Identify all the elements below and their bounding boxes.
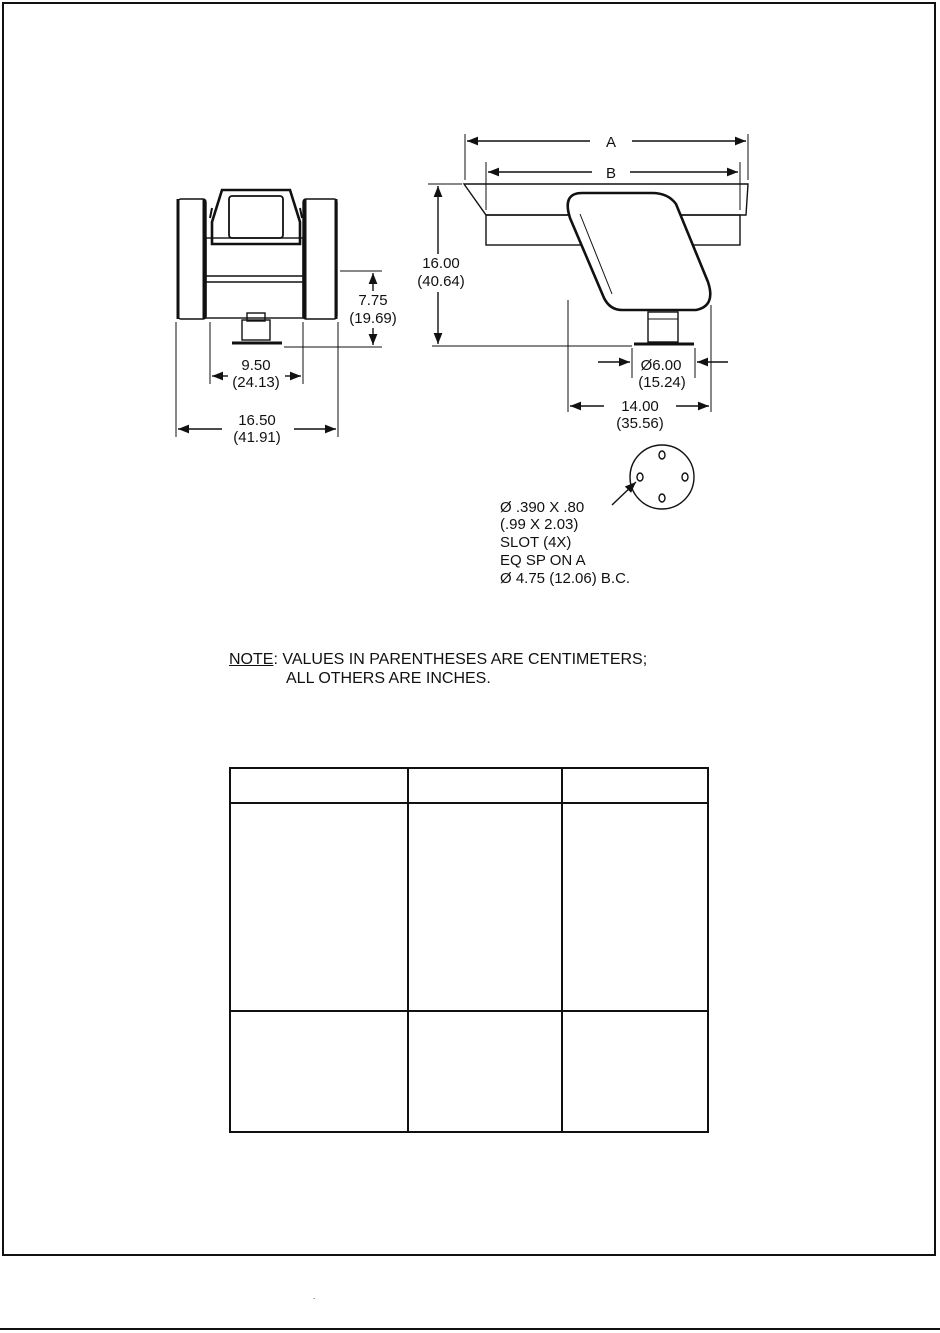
- front-overall-width-value: 16.50: [238, 412, 276, 429]
- base-diameter-metric: (15.24): [638, 374, 686, 391]
- table-header-row: [230, 768, 708, 803]
- table-cell: [562, 1011, 708, 1132]
- side-height-metric: (40.64): [417, 273, 465, 290]
- mount-note-line-5: Ø 4.75 (12.06) B.C.: [500, 570, 631, 587]
- units-note: [229, 650, 647, 688]
- table-header-cell: [562, 768, 708, 803]
- base-to-front-metric: (35.56): [616, 415, 664, 432]
- note-line-1: : VALUES IN PARENTHESES ARE CENTIMETERS;: [273, 651, 648, 668]
- side-view: [428, 134, 748, 412]
- table-cell: [230, 803, 408, 1011]
- front-height-value: 7.75: [358, 292, 388, 309]
- table-cell: [230, 1011, 408, 1132]
- front-width-value: 9.50: [241, 357, 271, 374]
- side-height-value: 16.00: [422, 255, 460, 272]
- mount-slot-right: [682, 473, 688, 481]
- mount-slot-top: [659, 451, 665, 459]
- front-right-wheel: [303, 199, 337, 319]
- mount-note-line-3: SLOT (4X): [500, 534, 572, 551]
- front-height-metric: (19.69): [349, 310, 397, 327]
- spec-table: [229, 767, 709, 1133]
- dim-a-label: A: [605, 134, 617, 151]
- mount-plate-circle: [630, 445, 694, 509]
- base-diameter-value: Ø6.00: [640, 357, 682, 374]
- footer-mark: .: [313, 1292, 316, 1301]
- bottom-rule: [0, 1328, 940, 1330]
- base-to-front-value: 14.00: [621, 398, 659, 415]
- side-arm: [568, 193, 711, 310]
- table-header-cell: [230, 768, 408, 803]
- front-body: [206, 238, 303, 318]
- front-window: [229, 196, 283, 238]
- front-head: [212, 190, 300, 244]
- mount-plate-detail: [612, 445, 694, 509]
- note-line-2: ALL OTHERS ARE INCHES.: [286, 670, 491, 687]
- dim-b-label: B: [605, 165, 617, 182]
- mount-slot-bottom: [659, 494, 665, 502]
- front-overall-width-metric: (41.91): [233, 429, 281, 446]
- table-cell: [408, 1011, 562, 1132]
- table-row: [230, 1011, 708, 1132]
- note-label: NOTE: [229, 651, 274, 668]
- front-width-metric: (24.13): [232, 374, 280, 391]
- front-left-wheel: [178, 199, 206, 319]
- table-header-cell: [408, 768, 562, 803]
- mount-slot-left: [637, 473, 643, 481]
- mount-note-line-1: Ø .390 X .80: [500, 499, 585, 516]
- table-row: [230, 803, 708, 1011]
- mount-note-line-2: (.99 X 2.03): [500, 516, 579, 533]
- mount-note-line-4: EQ SP ON A: [500, 552, 586, 569]
- table-cell: [562, 803, 708, 1011]
- mount-leader-arrow: [612, 482, 636, 505]
- table-cell: [408, 803, 562, 1011]
